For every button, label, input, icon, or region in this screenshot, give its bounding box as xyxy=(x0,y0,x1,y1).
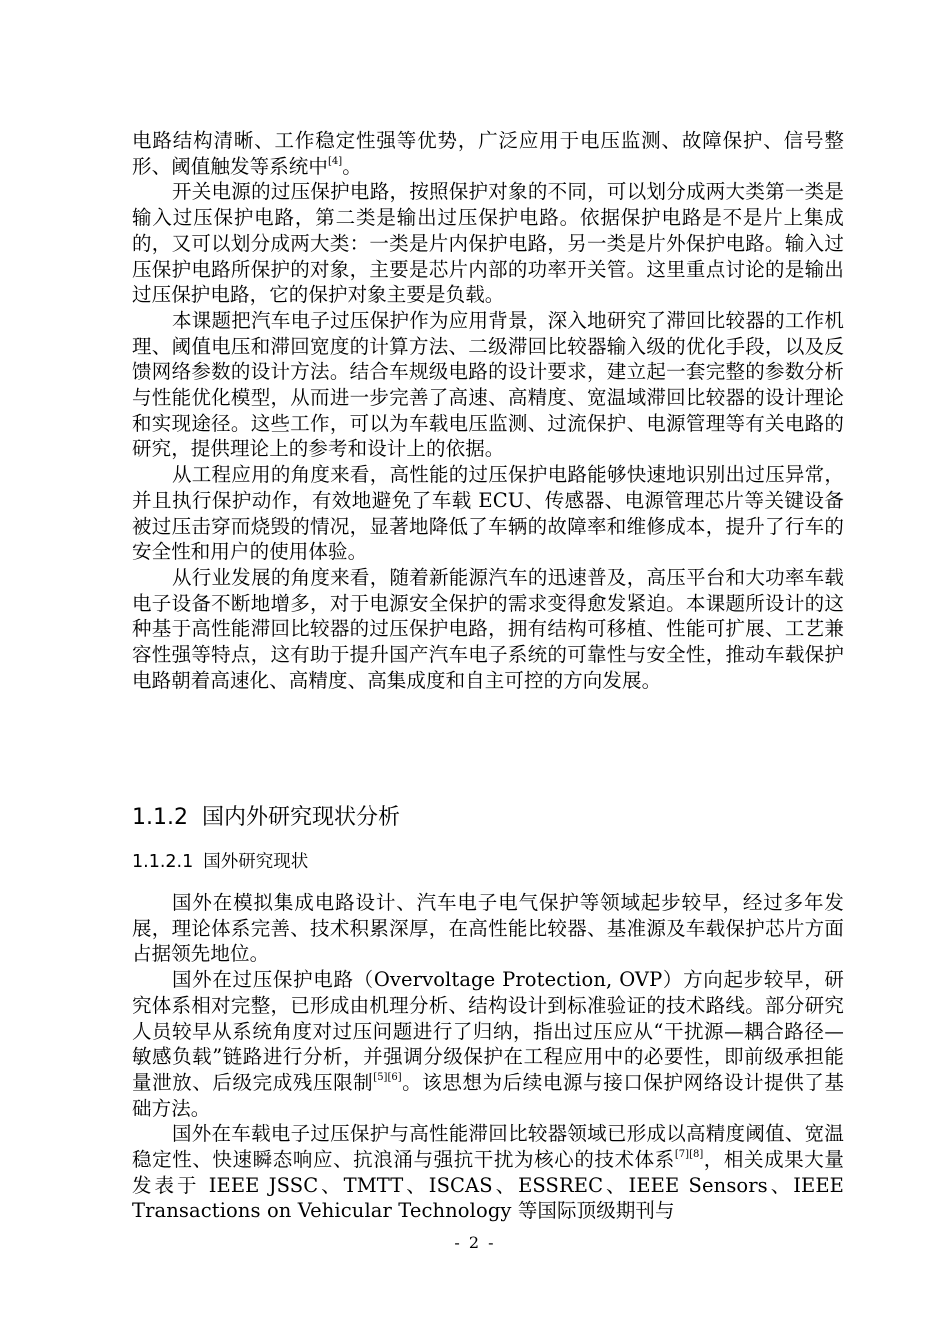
paragraph-ovp-classification: 开关电源的过压保护电路，按照保护对象的不同，可以划分成两大类第一类是输入过压保护电路，第二类是输出过压保护电路。依据保护电路是不是片上集成的，又可以划分成两大类：一类是片内保护电路，另一类是片外保护电路。输入过压保护电路所保护的对象，主要是芯片内部的功率开关管。这里重点讨论的是输出过压保护电路，它的保护对象主要是负载。 xyxy=(132,180,844,307)
paragraph-foreign-overview: 国外在模拟集成电路设计、汽车电子电气保护等领域起步较早，经过多年发展，理论体系完善、技术积累深厚，在高性能比较器、基准源及车载保护芯片方面占据领先地位。 xyxy=(132,891,844,966)
citation-ref: [8] xyxy=(689,1149,704,1161)
page-number: - 2 - xyxy=(454,1233,496,1252)
paragraph-text: 国外在过压保护电路（Overvoltage Protection, OVP）方向起步较早，研究体系相对完整，已形成由机理分析、结构设计到标准验证的技术路线。部分研究人员较早从系统角度对过压问题进行了归纳，指出过压应从“干扰源—耦合路径—敏感负载”链路进行分析，并强调分级保护在工程应用中的必要性，即前级承担能量泄放、后级完成残压限制 xyxy=(132,968,844,1094)
paragraph-text: 国外在车载电子过压保护与高性能滞回比较器领域已形成以高精度阈值、宽温稳定性、快速瞬态响应、抗浪涌与强抗干扰为核心的技术体系 xyxy=(132,1122,844,1172)
foreign-research-section xyxy=(132,890,844,1224)
paragraph-foreign-ovp xyxy=(132,967,844,1121)
citation-ref: [5][6] xyxy=(373,1071,402,1083)
citation-ref: [4] xyxy=(328,155,343,167)
heading-title: 国内外研究现状分析 xyxy=(201,805,400,830)
paragraph-engineering-view: 从工程应用的角度来看，高性能的过压保护电路能够快速地识别出过压异常，并且执行保护动作，有效地避免了车载 ECU、传感器、电源管理芯片等关键设备被过压击穿而烧毁的情况，显著地降低了车辆的故障率和维修成本，提升了行车的安全性和用户的使用体验。 xyxy=(132,463,844,564)
paragraph-tail: 。该思想为后续电源与接口保护网络设计提供了基础方法。 xyxy=(132,1070,845,1120)
heading-number: 1.1.2 xyxy=(132,805,188,830)
paragraph-foreign-comparator xyxy=(132,1121,844,1224)
paragraph-industry-view: 从行业发展的角度来看，随着新能源汽车的迅速普及，高压平台和大功率车载电子设备不断地增多，对于电源安全保护的需求变得愈发紧迫。本课题所设计的这种基于高性能滞回比较器的过压保护电路，拥有结构可移植、性能可扩展、工艺兼容性强等特点，这有助于提升国产汽车电子系统的可靠性与安全性，推动车载保护电路朝着高速化、高精度、高集成度和自主可控的方向发展。 xyxy=(132,565,844,692)
subsection-heading-1-1-2-1 xyxy=(132,850,308,874)
paragraph-continuation xyxy=(132,128,844,179)
paragraph-tail: 。 xyxy=(342,154,362,178)
heading-title: 国外研究现状 xyxy=(203,852,309,872)
intro-section xyxy=(132,128,844,693)
heading-number: 1.1.2.1 xyxy=(132,852,194,872)
citation-ref: [7] xyxy=(674,1149,690,1161)
section-heading-1-1-2 xyxy=(132,804,400,832)
paragraph-tail: ，相关成果大量发表于 IEEE JSSC、TMTT、ISCAS、ESSREC、IEEE Sensors、IEEE Transactions on Vehicular Technology 等国际顶级期刊与 xyxy=(132,1148,845,1223)
paragraph-text: 电路结构清晰、工作稳定性强等优势，广泛应用于电压监测、故障保护、信号整形、阈值触发等系统中 xyxy=(132,129,844,178)
paragraph-research-content: 本课题把汽车电子过压保护作为应用背景，深入地研究了滞回比较器的工作机理、阈值电压和滞回宽度的计算方法、二级滞回比较器输入级的优化手段，以及反馈网络参数的设计方法。结合车规级电路的设计要求，建立起一套完整的参数分析与性能优化模型，从而进一步完善了高速、高精度、宽温域滞回比较器的设计理论和实现途径。这些工作，可以为车载电压监测、过流保护、电源管理等有关电路的研究，提供理论上的参考和设计上的依据。 xyxy=(132,308,844,461)
